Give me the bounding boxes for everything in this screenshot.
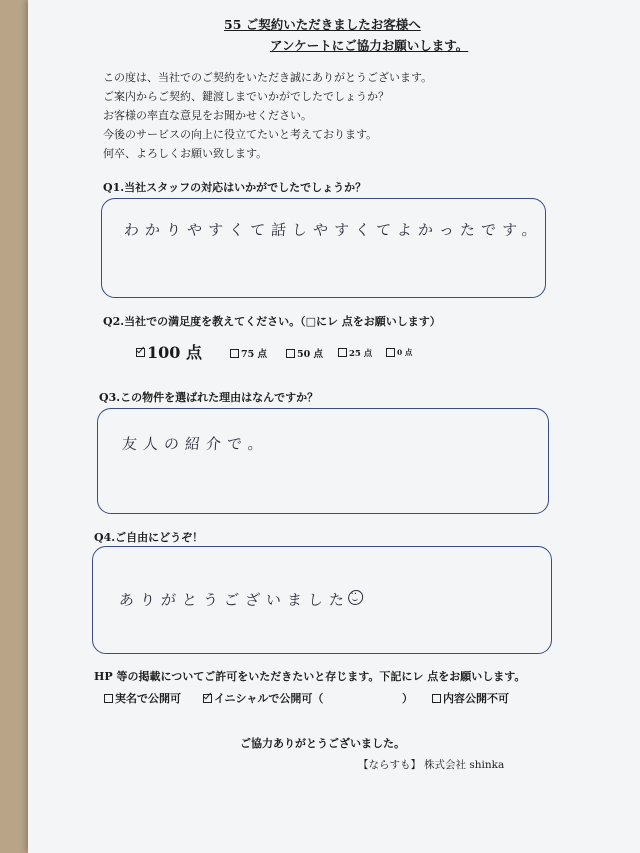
footer-company: 株式会社 shinka <box>424 759 505 771</box>
checkbox-icon[interactable] <box>432 694 441 703</box>
intro-line: 今後のサービスの向上に役立てたいと考えております。 <box>103 128 378 141</box>
q1-answer-box[interactable] <box>101 198 546 298</box>
intro-line: 何卒、よろしくお願い致します。 <box>103 147 268 160</box>
footer-brand: 【ならすも】 <box>358 759 421 771</box>
q1-question: Q1.当社スタッフの対応はいかがでしたでしょうか？ <box>103 181 367 194</box>
q3-answer-box[interactable] <box>97 408 549 514</box>
publish-question: HP 等の掲載についてご許可をいただきたいと存じます。下記にレ 点をお願いします。 <box>94 670 526 683</box>
q3-question: Q3.この物件を選ばれた理由はなんですか？ <box>99 391 319 404</box>
checkbox-icon[interactable] <box>230 349 239 358</box>
checkbox-icon[interactable] <box>338 348 347 357</box>
checkbox-icon[interactable] <box>104 694 113 703</box>
publish-option-initials[interactable]: イニシャルで公開可（ <box>203 690 323 706</box>
rating-option-25[interactable]: 25 点 <box>338 347 372 359</box>
intro-text <box>103 68 432 163</box>
rating-option-100[interactable]: 100 点 <box>136 340 202 363</box>
q4-answer: ありがとうございました‥ <box>118 589 363 610</box>
intro-line: ご案内からご契約、鍵渡しまでいかがでしたでしょうか？ <box>103 90 389 103</box>
intro-line: この度は、当社でのご契約をいただき誠にありがとうございます。 <box>103 71 433 84</box>
footer-thanks: ご協力ありがとうございました。 <box>240 737 405 750</box>
checkbox-icon[interactable] <box>286 349 295 358</box>
smiley-face-icon <box>348 590 364 605</box>
publish-option-real-name[interactable]: 実名で公開可 <box>104 690 181 706</box>
intro-line: お客様の率直な意見をお聞かせください。 <box>103 109 312 122</box>
publish-option-initials-close: ） <box>402 692 413 705</box>
rating-option-0[interactable]: 0 点 <box>386 347 412 358</box>
title-line-1: 55 ご契約いただきましたお客様へ <box>224 17 421 32</box>
q4-answer-box[interactable] <box>92 546 552 654</box>
checkbox-icon[interactable] <box>386 348 395 357</box>
q3-answer: 友人の紹介で。 <box>121 435 270 453</box>
q2-question: Q2.当社での満足度を教えてください。（□にレ 点をお願いします） <box>103 315 441 328</box>
checkbox-checked-icon[interactable] <box>136 348 145 357</box>
q4-question: Q4.ご自由にどうぞ！ <box>94 531 204 544</box>
q1-answer: わかりやすくて話しやすくてよかったです。 <box>123 221 544 239</box>
publish-option-private[interactable]: 内容公開不可 <box>432 690 509 706</box>
checkbox-checked-icon[interactable] <box>203 694 212 703</box>
rating-option-50[interactable]: 50 点 <box>286 346 323 360</box>
rating-option-75[interactable]: 75 点 <box>230 346 267 360</box>
title-line-2: アンケートにご協力お願いします。 <box>270 38 469 53</box>
